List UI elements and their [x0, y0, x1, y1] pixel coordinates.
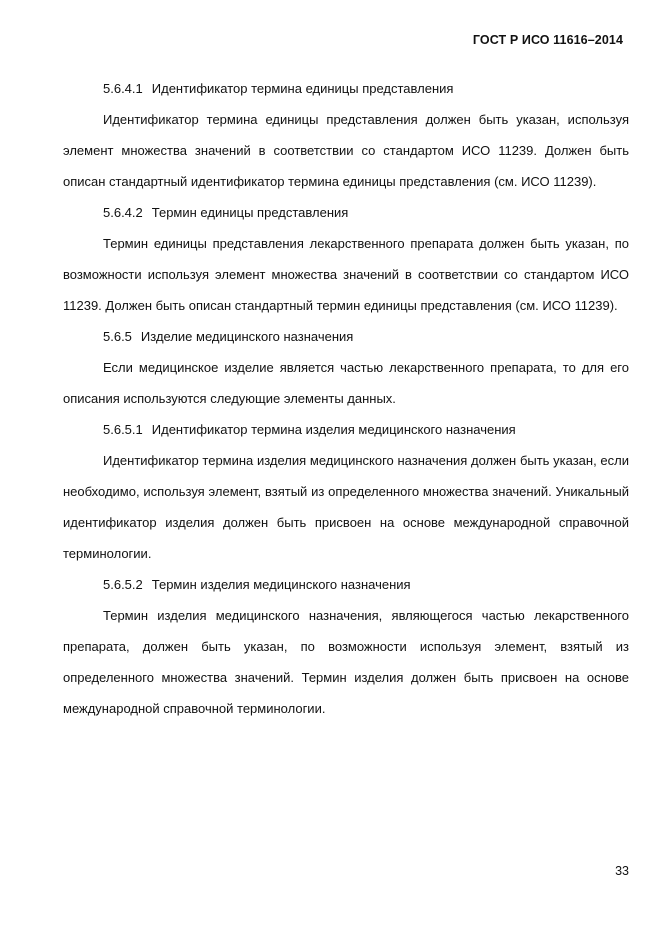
section-number: 5.6.4.1 — [103, 81, 143, 96]
section-number: 5.6.5.2 — [103, 577, 143, 592]
section-title: Идентификатор термина единицы представления — [151, 81, 454, 96]
section-title: Идентификатор термина изделия медицинского назначения — [151, 422, 516, 437]
section-paragraph: Если медицинское изделие является частью лекарственного препарата, то для его описания используются следующие элементы данных. — [63, 360, 629, 406]
section-number: 5.6.5.1 — [103, 422, 143, 437]
section-heading-5-6-5-2 — [63, 569, 629, 600]
page-number: 33 — [615, 864, 629, 878]
section-paragraph: Идентификатор термина изделия медицинского назначения должен быть указан, если необходимо, используя элемент, взятый из определенного множества значений. Уникальный идентификатор изделия должен быть присвоен на основе международной справочной терминологии. — [63, 453, 629, 561]
section-paragraph: Идентификатор термина единицы представления должен быть указан, используя элемент множества значений в соответствии со стандартом ИСО 11239. Должен быть описан стандартный идентификатор термина единицы представления (см. ИСО 11239). — [63, 112, 629, 189]
section-number: 5.6.4.2 — [103, 205, 143, 220]
section-heading-5-6-5-1 — [63, 414, 629, 445]
section-title: Термин единицы представления — [151, 205, 349, 220]
section-title: Изделие медицинского назначения — [140, 329, 354, 344]
section-paragraph: Термин изделия медицинского назначения, являющегося частью лекарственного препарата, должен быть указан, по возможности используя элемент, взятый из определенного множества значений. Термин изделия должен быть присвоен на основе международной справочной терминологии. — [63, 608, 629, 716]
section-number: 5.6.5 — [103, 329, 132, 344]
document-body — [63, 73, 629, 724]
section-paragraph: Термин единицы представления лекарственного препарата должен быть указан, по возможности используя элемент множества значений в соответствии со стандартом ИСО 11239. Должен быть описан стандартный термин единицы представления (см. ИСО 11239). — [63, 236, 629, 313]
section-title: Термин изделия медицинского назначения — [151, 577, 411, 592]
document-header: ГОСТ Р ИСО 11616–2014 — [472, 33, 623, 47]
section-heading-5-6-5 — [63, 321, 629, 352]
section-heading-5-6-4-2 — [63, 197, 629, 228]
section-heading-5-6-4-1 — [63, 73, 629, 104]
